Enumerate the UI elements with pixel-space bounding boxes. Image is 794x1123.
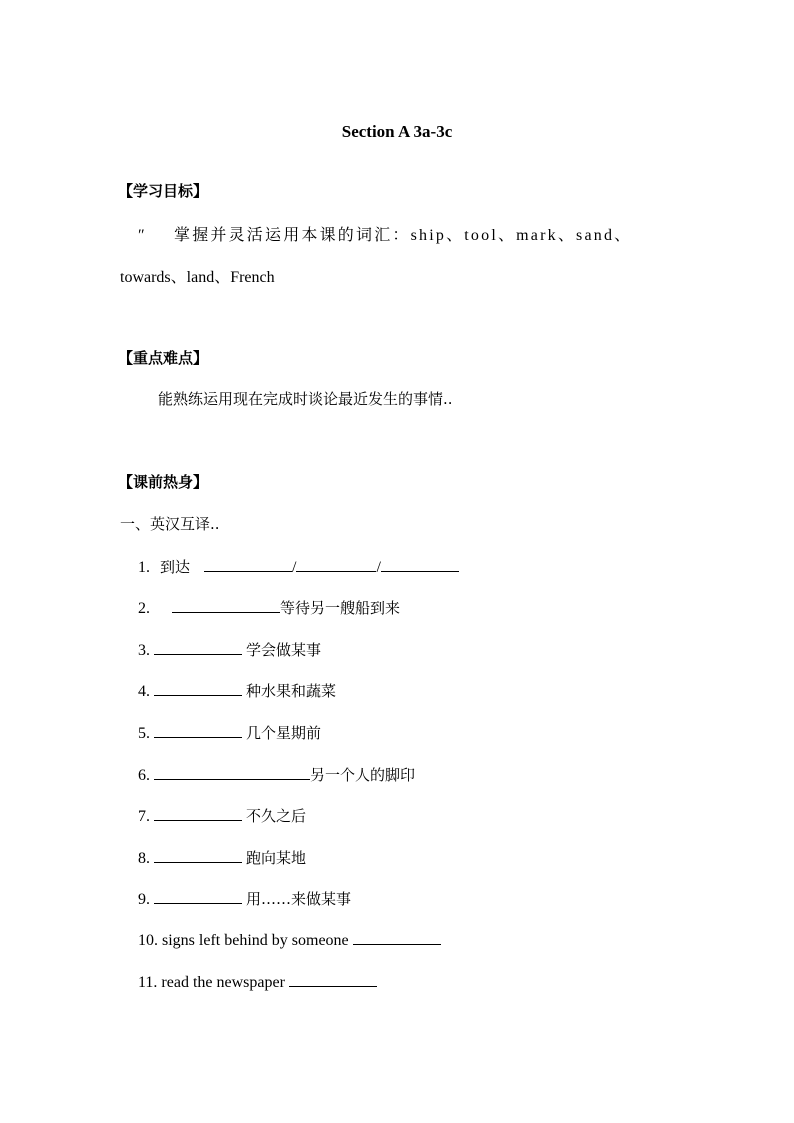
item-number: 11. xyxy=(138,974,158,991)
item-number: 4. xyxy=(138,683,150,700)
answer-blank[interactable] xyxy=(154,806,242,821)
answer-blank[interactable] xyxy=(154,681,242,696)
warmup-subheading: 一、英汉互译.. xyxy=(120,515,220,533)
item-number: 6. xyxy=(138,767,150,784)
answer-blank[interactable] xyxy=(154,640,242,655)
list-item xyxy=(138,847,306,868)
answer-blank[interactable] xyxy=(204,557,292,572)
answer-blank[interactable] xyxy=(154,765,310,780)
item-text: 等待另一艘船到来 xyxy=(280,599,401,617)
answer-blank[interactable] xyxy=(172,598,280,613)
item-number: 3. xyxy=(138,642,150,659)
item-text: 不久之后 xyxy=(246,807,307,825)
goals-bullet: ″ xyxy=(138,227,145,244)
item-text: 学会做某事 xyxy=(246,641,322,659)
list-item xyxy=(138,597,400,618)
list-item xyxy=(138,764,415,785)
warmup-heading: 【课前热身】 xyxy=(118,473,209,491)
list-item xyxy=(138,639,321,660)
list-item xyxy=(138,680,336,701)
list-item: 1. 到达 / / xyxy=(138,556,459,577)
answer-blank[interactable] xyxy=(296,557,376,572)
answer-blank[interactable] xyxy=(154,723,242,738)
answer-blank[interactable] xyxy=(353,930,441,945)
item-number: 5. xyxy=(138,725,150,742)
item-number: 10. xyxy=(138,932,158,949)
answer-blank[interactable] xyxy=(154,889,242,904)
item-text: 用……来做某事 xyxy=(246,890,352,908)
item-text: signs left behind by someone xyxy=(162,932,349,949)
key-points-heading: 【重点难点】 xyxy=(118,349,209,367)
item-text: 几个星期前 xyxy=(246,724,322,742)
answer-blank[interactable] xyxy=(154,848,242,863)
item-text: 到达 xyxy=(160,558,191,576)
item-number: 8. xyxy=(138,850,150,867)
list-item xyxy=(138,722,321,743)
list-item xyxy=(138,888,351,909)
answer-blank[interactable] xyxy=(381,557,459,572)
item-number: 1. xyxy=(138,559,150,576)
item-number: 7. xyxy=(138,808,150,825)
list-item xyxy=(138,972,377,992)
section-title: Section A 3a-3c xyxy=(341,122,453,141)
goals-line-2: towards、land、French xyxy=(120,269,275,286)
item-number: 9. xyxy=(138,891,150,908)
goals-line-1 xyxy=(138,222,632,245)
list-item xyxy=(138,805,306,826)
item-text: 种水果和蔬菜 xyxy=(246,682,337,700)
item-text: 另一个人的脚印 xyxy=(310,766,416,784)
item-text: read the newspaper xyxy=(161,974,285,991)
goals-heading: 【学习目标】 xyxy=(118,182,209,200)
key-points-text: 能熟练运用现在完成时谈论最近发生的事情.. xyxy=(158,390,453,408)
item-number: 2. xyxy=(138,600,150,617)
answer-blank[interactable] xyxy=(289,972,377,987)
list-item xyxy=(138,930,441,950)
goals-text-1: 掌握并灵活运用本课的词汇：ship、tool、mark、sand、 xyxy=(174,227,633,244)
item-text: 跑向某地 xyxy=(246,849,307,867)
